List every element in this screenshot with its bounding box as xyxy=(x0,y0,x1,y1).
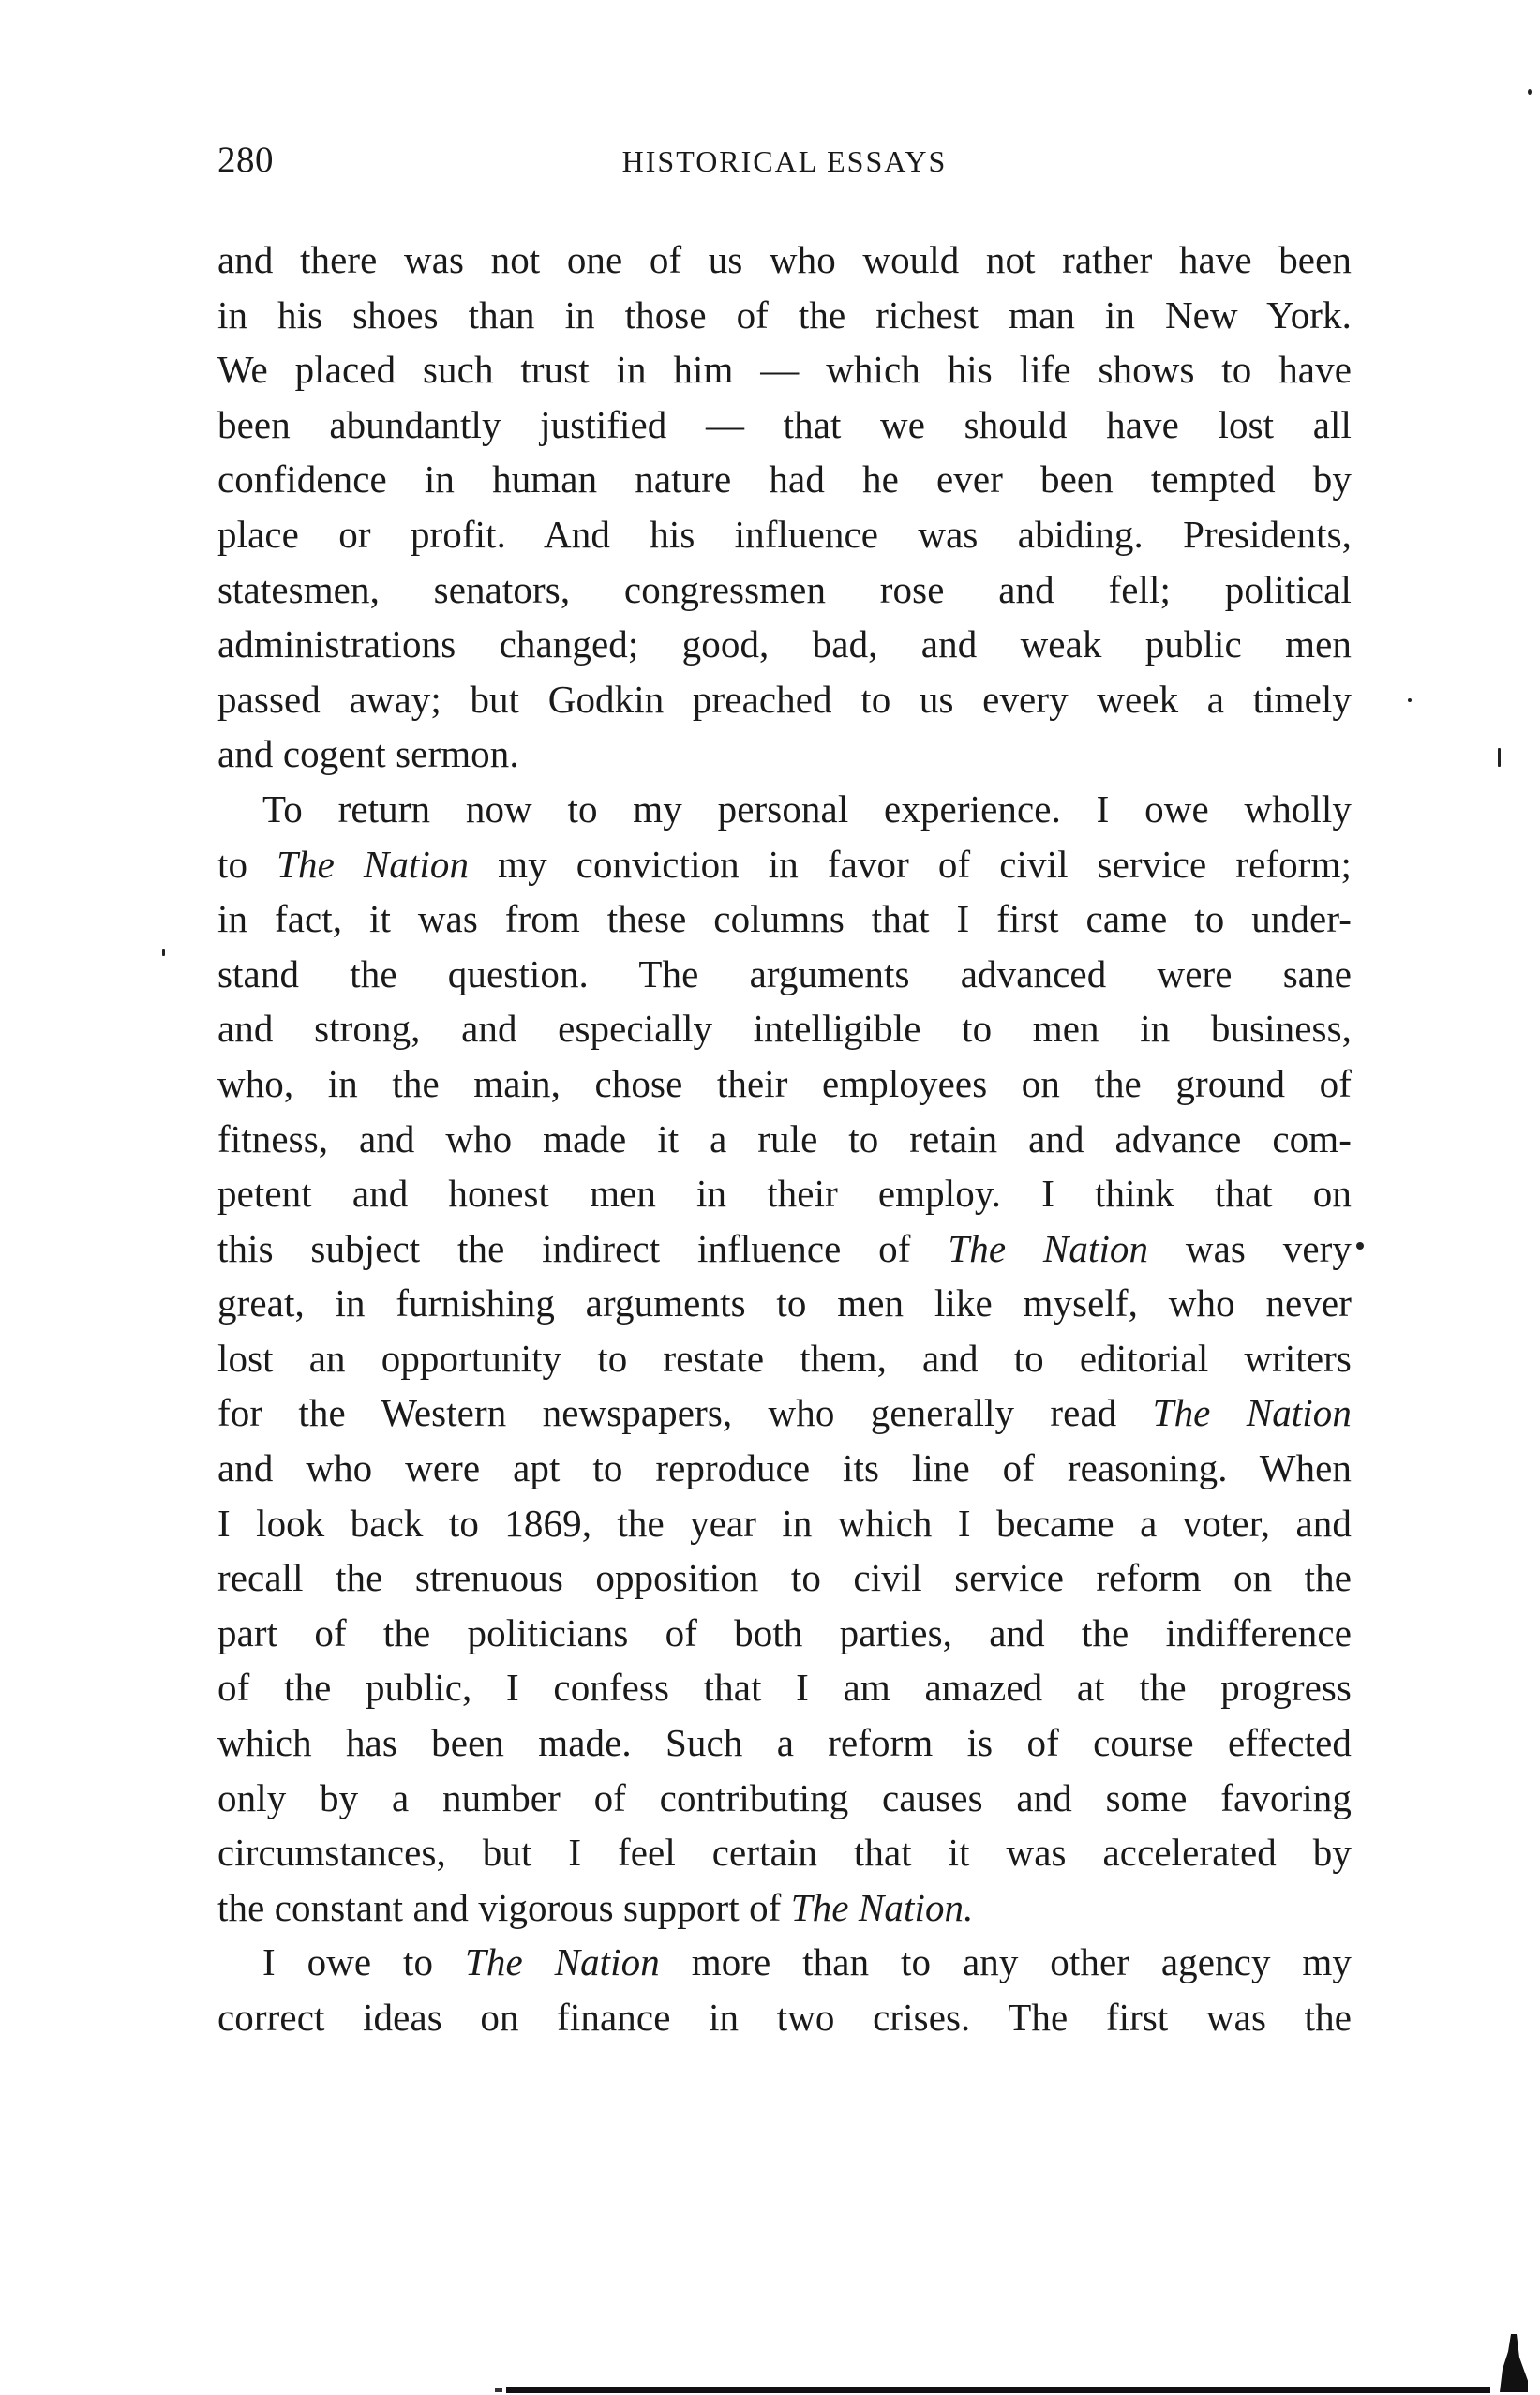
text-line: and who were apt to reproduce its line of reasoning. When xyxy=(217,1446,1352,1490)
running-head: HISTORICAL ESSAYS xyxy=(621,144,948,178)
corner-ink-mark xyxy=(1500,2334,1528,2392)
text-line: passed away; but Godkin preached to us every week a timely xyxy=(217,677,1352,721)
body-text xyxy=(217,232,1352,2045)
ink-speck xyxy=(1528,89,1532,95)
text-line: To return now to my personal experience. I owe wholly xyxy=(262,786,1352,831)
ink-speck xyxy=(1408,698,1412,702)
text-line: the constant and vigorous support of The Nation. xyxy=(217,1885,974,1929)
text-line: petent and honest men in their employ. I think that on xyxy=(217,1172,1352,1216)
text-line: statesmen, senators, congressmen rose and fell; political xyxy=(217,567,1352,611)
text-line: which has been made. Such a reform is of course effected xyxy=(217,1721,1352,1765)
page-number: 280 xyxy=(217,140,274,180)
text-line: correct ideas on finance in two crises. The first was the xyxy=(217,1996,1352,2039)
text-line: this subject the indirect influence of The Nation was very xyxy=(217,1226,1353,1270)
text-line: We placed such trust in him — which his life shows to have xyxy=(217,348,1352,392)
text-line: in his shoes than in those of the richest man in New York. xyxy=(217,292,1352,337)
page-header xyxy=(217,139,1352,195)
text-line: in fact, it was from these columns that I first came to under- xyxy=(217,897,1352,941)
italic-title: The Nation xyxy=(1152,1391,1352,1435)
text-line: administrations changed; good, bad, and weak public men xyxy=(217,622,1352,666)
text-line: confidence in human nature had he ever been tempted by xyxy=(217,457,1352,501)
text-line: place or profit. And his influence was abiding. Presidents, xyxy=(217,512,1352,556)
text-line: and there was not one of us who would not rather have been xyxy=(217,238,1352,281)
ink-speck xyxy=(162,949,165,956)
bottom-rule xyxy=(506,2387,1490,2393)
text-line: of the public, I confess that I am amazed at the progress xyxy=(217,1666,1352,1710)
text-line: circumstances, but I feel certain that it was accelerated by xyxy=(217,1831,1352,1875)
italic-title: The Nation. xyxy=(790,1885,974,1929)
text-line: fitness, and who made it a rule to retain and advance com- xyxy=(217,1116,1352,1160)
italic-title: The Nation xyxy=(948,1226,1149,1270)
text-line: and strong, and especially intelligible to men in business, xyxy=(217,1007,1352,1051)
text-line: recall the strenuous opposition to civil service reform on the xyxy=(217,1556,1352,1600)
text-line: I owe to The Nation more than to any other agency my xyxy=(262,1940,1352,1984)
text-line: lost an opportunity to restate them, and to editorial writers xyxy=(217,1336,1352,1380)
text-line: part of the politicians of both parties, and the indifference xyxy=(217,1610,1352,1654)
text-line: been abundantly justified — that we should have lost all xyxy=(217,402,1352,446)
text-line: for the Western newspapers, who generally read The Nation xyxy=(217,1391,1352,1435)
bottom-rule-mark xyxy=(495,2388,502,2392)
text-line: I look back to 1869, the year in which I became a voter, and xyxy=(217,1501,1352,1545)
text-line: great, in furnishing arguments to men like myself, who never xyxy=(217,1281,1352,1325)
italic-title: The Nation xyxy=(277,842,470,886)
text-line: stand the question. The arguments advanced were sane xyxy=(217,951,1352,995)
italic-title: The Nation xyxy=(464,1940,660,1984)
text-line: to The Nation my conviction in favor of civil service reform; xyxy=(217,842,1352,886)
text-line: who, in the main, chose their employees on the ground of xyxy=(217,1061,1352,1105)
text-line: only by a number of contributing causes and some favoring xyxy=(217,1775,1352,1819)
ink-speck xyxy=(1356,1242,1364,1250)
ink-speck xyxy=(1498,748,1501,767)
text-line: and cogent sermon. xyxy=(217,732,519,776)
